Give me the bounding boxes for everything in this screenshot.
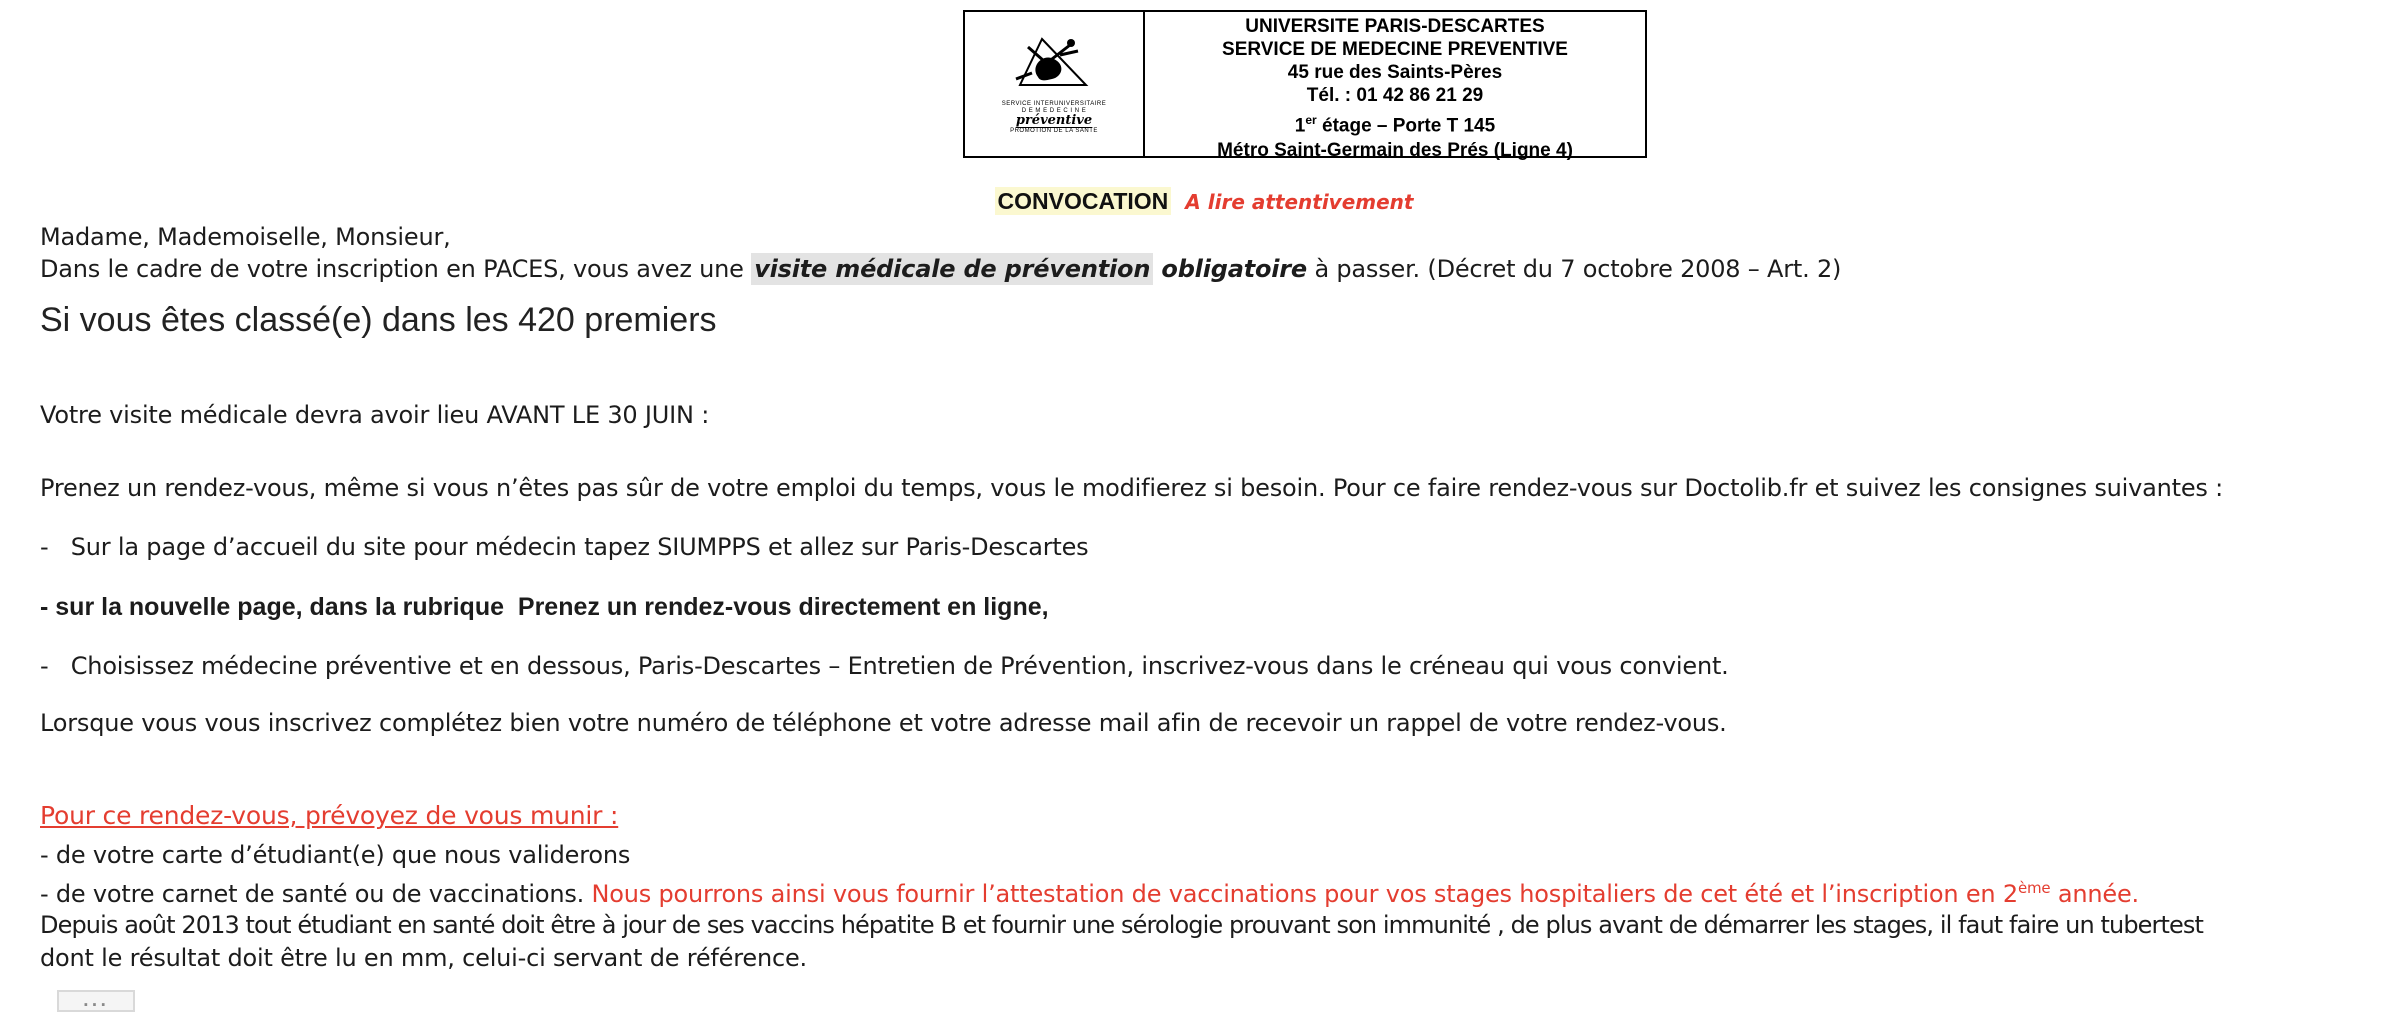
carnet-red-pre: Nous pourrons ainsi vous fournir l’attestation de vaccinations pour vos stages hospitaliers de cet été et l’inscription en 2 [591,880,2018,908]
intro-pre: Dans le cadre de votre inscription en PACES, vous avez une [40,255,752,283]
letterhead-info [1145,12,1645,162]
ellipsis-label: ... [82,992,110,1010]
since-2013-line2: dont le résultat doit être lu en mm, celui-ci servant de référence. [40,944,807,972]
letterhead-address: 45 rue des Saints-Pères [1287,62,1503,83]
deadline-line: Votre visite médicale devra avoir lieu AVANT LE 30 JUIN : [40,401,710,429]
floor-rest: étage – Porte T 145 [1316,115,1496,137]
letterhead-service: SERVICE DE MEDECINE PREVENTIVE [1222,39,1568,60]
carnet-red-post: année. [2050,880,2139,908]
item-health-record [40,873,2139,909]
convocation-title: CONVOCATION [995,187,1172,215]
letterhead-box [963,10,1647,162]
intro-obligatoire: obligatoire [1153,255,1308,283]
siumpps-logo-icon [1008,33,1100,101]
logo-script-word: préventive [1015,113,1093,128]
carnet-black: - de votre carnet de santé ou de vaccinations. [40,880,592,908]
rank-heading: Si vous êtes classé(e) dans les 420 premiers [40,301,717,339]
letterhead-floor [1145,107,1645,139]
logo-caption-mid: D E M E D E C I N E [1021,108,1087,114]
floor-ordinal: er [1305,113,1317,127]
logo-caption-bottom: PROMOTION DE LA SANTE [1010,128,1098,134]
item-student-card: - de votre carte d’étudiant(e) que nous validerons [40,841,631,869]
intro-post: à passer. (Décret du 7 octobre 2008 – Art. 2) [1307,255,1842,283]
letterhead-university: UNIVERSITE PARIS-DESCARTES [1245,16,1545,37]
bring-items-heading: Pour ce rendez-vous, prévoyez de vous munir : [40,801,619,830]
carnet-red [592,880,2139,908]
since-2013-line1: Depuis août 2013 tout étudiant en santé doit être à jour de ses vaccins hépatite B et fournir une sérologie prouvant son immunité , de plus avant de démarrer les stages, il faut faire un tubertest [40,911,2204,939]
reminder-line: Lorsque vous vous inscrivez complétez bien votre numéro de téléphone et votre adresse mail afin de recevoir un rappel de votre rendez-vous. [40,709,1727,737]
floor-number: 1 [1294,115,1306,137]
letterhead-phone: Tél. : 01 42 86 21 29 [1306,85,1484,106]
bullet-new-page: - sur la nouvelle page, dans la rubrique Prenez un rendez-vous directement en ligne, [40,593,1049,621]
intro-line [40,254,1841,284]
letterhead-metro: Métro Saint-Germain des Prés (Ligne 4) [1217,140,1573,162]
bullet-choose-slot: - Choisissez médecine préventive et en dessous, Paris-Descartes – Entretien de Prévention, inscrivez-vous dans le créneau qui vous convient. [40,652,1729,680]
rdv-paragraph: Prenez un rendez-vous, même si vous n’êtes pas sûr de votre emploi du temps, vous le modifierez si besoin. Pour ce faire rendez-vous sur Doctolib.fr et suivez les consignes suivantes : [40,474,2224,502]
read-carefully-note: A lire attentivement [1185,190,1414,214]
logo-caption-top: SERVICE INTERUNIVERSITAIRE [1001,101,1107,107]
intro-highlight: visite médicale de prévention [751,253,1153,285]
salutation: Madame, Mademoiselle, Monsieur, [40,223,451,251]
carnet-red-ordinal: ème [2017,879,2051,897]
siumpps-logo [965,12,1145,156]
collapsed-content-button[interactable] [57,990,135,1012]
convocation-banner [0,188,2408,215]
bullet-homepage: - Sur la page d’accueil du site pour médecin tapez SIUMPPS et allez sur Paris-Descartes [40,533,1089,561]
